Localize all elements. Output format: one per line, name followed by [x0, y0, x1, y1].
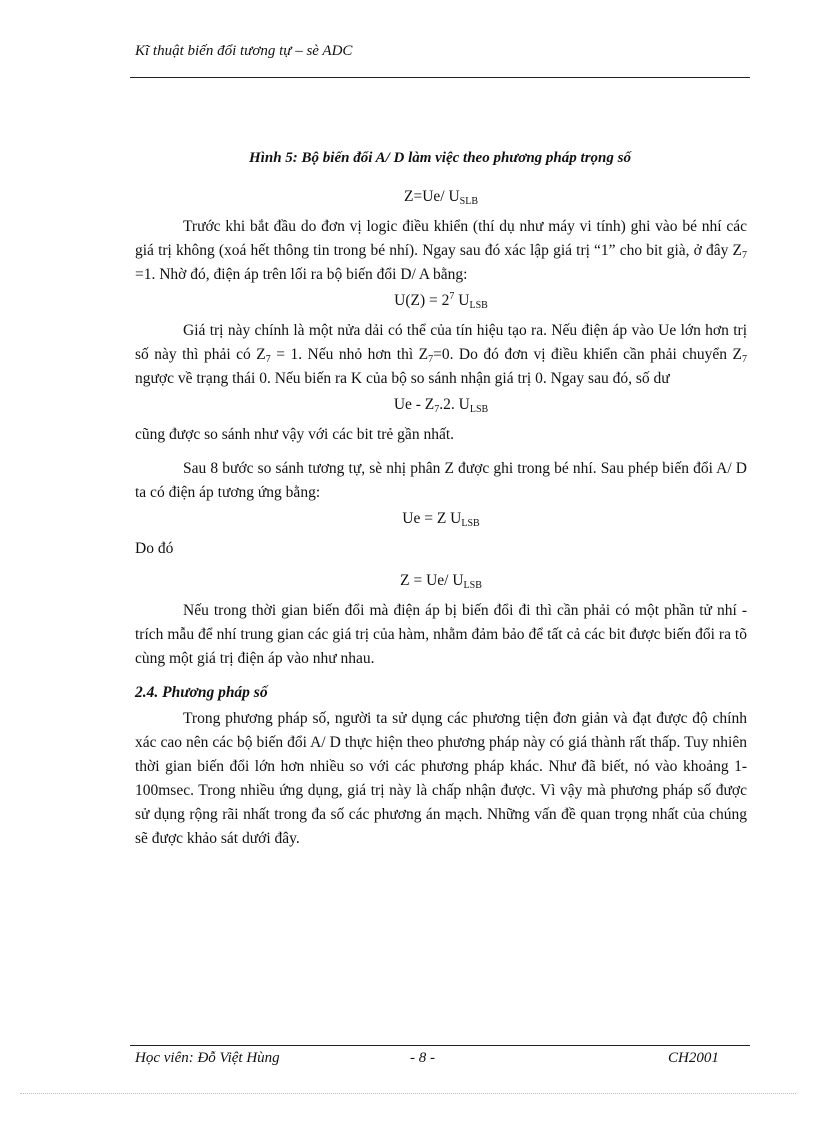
paragraph-7: Trong phương pháp số, người ta sử dụng các phương tiện đơn giản và đạt được độ chính xác cao nên các bộ biến đổi A/ D thực hiện theo phương pháp này có giá thành rất thấp. Tuy nhiên thời gian biến đổi lớn hơn nhiều so với các phương pháp khác. Như đã biết, nó vào khoảng 1- 100msec. Trong nhiều ứng dụng, giá trị này là chấp nhận được. Vì vậy mà phương pháp số được sử dụng rộng rãi nhất trong đa số các phương án mạch. Những vấn đề quan trọng nhất của chúng sẽ được khảo sát dưới đây. — [135, 710, 747, 847]
footer-page-number: - 8 - — [410, 1050, 435, 1066]
page-bottom-divider — [20, 1093, 796, 1094]
paragraph-1: Trước khi bắt đầu do đơn vị logic điều khiển (thí dụ như máy vi tính) ghi vào bé nhí các giá trị không (xoá hết thông tin trong bé nhí). Ngay sau đó xác lập giá trị “1” cho bit già, ở đây $Z_7 =1$. Nhờ đó, điện áp trên lối ra bộ biến đổi D/ A bằng: — [135, 218, 747, 283]
paragraph-3: cũng được so sánh như vậy với các bit trẻ gần nhất. — [135, 426, 454, 443]
figure-caption: Hình 5: Bộ biến đổi A/ D làm việc theo phương pháp trọng số — [249, 150, 631, 166]
footer-rule — [130, 1045, 750, 1046]
equation-remainder: Ue - $Z_7.2$. $U_{LSB}$ — [393, 396, 489, 415]
paragraph-4: Sau 8 bước so sánh tương tự, sè nhị phân Z được ghi trong bé nhí. Sau phép biến đổi A/ D ta có điện áp tương ứng bằng: — [135, 460, 747, 501]
equation-z-ratio: Z=Ue/ $U_{SLB}$ — [403, 188, 478, 207]
paragraph-5: Do đó — [135, 540, 174, 557]
paragraph-2: Giá trị này chính là một nửa dải có thể của tín hiệu tạo ra. Nếu điện áp vào Ue lớn hơn trị số này thì phải có $Z_7 = 1$. Nếu nhỏ hơn thì $Z_7=0$. Do đó đơn vị điều khiển cần phải chuyển $Z_7$ ngược về trạng thái 0. Nếu biến ra K của bộ so sánh nhận giá trị 0. Ngay sau đó, số dư — [135, 322, 748, 387]
header-title: Kĩ thuật biến đổi tương tự – sè ADC — [135, 43, 353, 59]
paragraph-6: Nếu trong thời gian biến đổi mà điện áp bị biến đổi đi thì cần phải có một phần tử nhí - trích mẫu để nhí trung gian các giá trị của hàm, nhằm đảm bảo để tất cả các bit được biến đổi ra tõ cùng một giá trị điện áp vào như nhau. — [135, 602, 747, 667]
equation-ue: Ue = Z $U_{LSB}$ — [402, 510, 480, 529]
footer-code: CH2001 — [668, 1050, 719, 1066]
equation-uz: $U(Z) = 2^7$ $U_{LSB}$ — [394, 291, 488, 311]
equation-z: Z = Ue/ $U_{LSB}$ — [400, 572, 482, 591]
section-title: 2.4. Phương pháp số — [135, 684, 268, 701]
main-content — [135, 183, 747, 851]
footer-student: Học viên: Đỗ Việt Hùng — [135, 1050, 280, 1066]
header-rule — [130, 77, 750, 78]
